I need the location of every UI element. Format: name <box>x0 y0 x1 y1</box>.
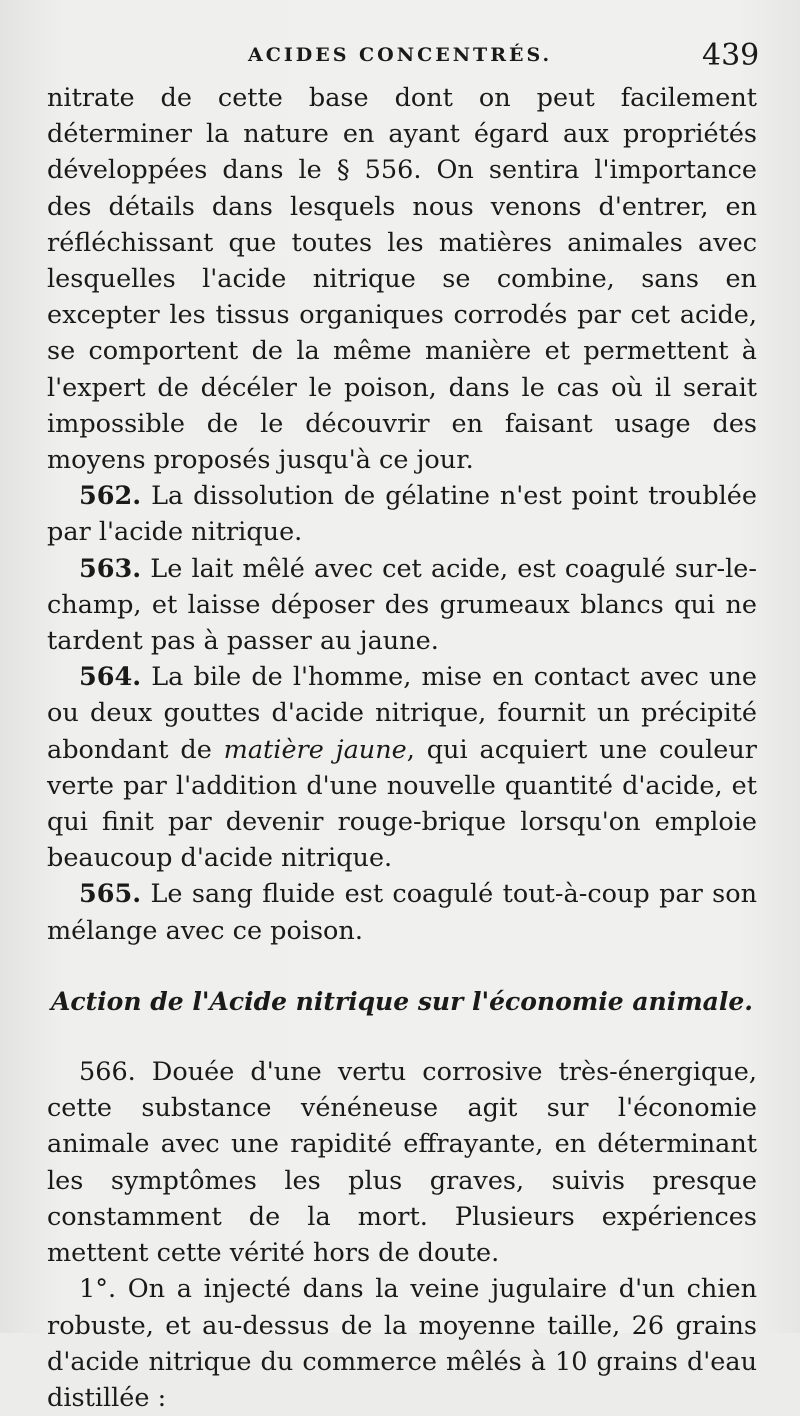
paragraph-562 <box>47 478 757 550</box>
paragraph-566 <box>47 1054 757 1271</box>
section-number: 566. <box>79 1057 136 1088</box>
paragraph-text: La bile de l'homme, mise en contact avec une ou deux gouttes d'acide nitrique, fournit un précipité abondant de <box>47 662 757 765</box>
paragraph-565 <box>47 876 757 948</box>
page-header <box>0 38 800 78</box>
paragraph-text: Le lait mêlé avec cet acide, est coagulé sur-le-champ, et laisse déposer des grumeaux blancs qui ne tardent pas à passer au jaune. <box>47 553 757 657</box>
paragraph-text: , qui acquiert une couleur verte par l'addition d'une nouvelle quantité d'acide, et qui finit par devenir rouge-brique lorsqu'on emploie beaucoup d'acide nitrique. <box>47 734 757 874</box>
section-number: 562. <box>79 481 142 512</box>
section-number: 1°. <box>79 1274 117 1305</box>
paragraph-experiment-1 <box>47 1271 757 1416</box>
body-text <box>47 80 757 1416</box>
paragraph-564 <box>47 659 757 876</box>
running-title: ACIDES CONCENTRÉS. <box>248 44 553 66</box>
section-number: 565. <box>79 879 142 910</box>
paragraph-text: Le sang fluide est coagulé tout-à-coup par son mélange avec ce poison. <box>47 879 758 946</box>
paragraph-continuation <box>47 80 757 478</box>
paragraph-563 <box>47 551 757 660</box>
section-number: 563. <box>79 553 142 584</box>
paragraph-text: Douée d'une vertu corrosive très-énergique, cette substance vénéneuse agit sur l'économie animale avec une rapidité effrayante, en déterminant les symptômes les plus graves, suivis presque constamment de la mort. Plusieurs expériences mettent cette vérité hors de doute. <box>47 1057 757 1269</box>
paragraph-text: nitrate de cette base dont on peut facilement déterminer la nature en ayant égard aux propriétés développées dans le § 556. On sentira l'importance des détails dans lesquels nous venons d'entrer, en réfléchissant que toutes les matières animales avec lesquelles l'acide nitrique se combine, sans en excepter les tissus organiques corrodés par cet acide, se comportent de la même manière et permettent à l'expert de décéler le poison, dans le cas où il serait impossible de le découvrir en faisant usage des moyens proposés jusqu'à ce jour. <box>47 83 757 476</box>
section-number: 564. <box>79 662 142 693</box>
paragraph-text: On a injecté dans la veine jugulaire d'un chien robuste, et au-dessus de la moyenne taille, 26 grains d'acide nitrique du commerce mêlés à 10 grains d'eau distillée : <box>47 1274 757 1413</box>
italic-term: matière jaune <box>223 734 407 765</box>
page-number: 439 <box>702 38 760 73</box>
paragraph-text: La dissolution de gélatine n'est point troublée par l'acide nitrique. <box>47 481 757 548</box>
section-title: Action de l'Acide nitrique sur l'économie animale. <box>51 986 753 1016</box>
